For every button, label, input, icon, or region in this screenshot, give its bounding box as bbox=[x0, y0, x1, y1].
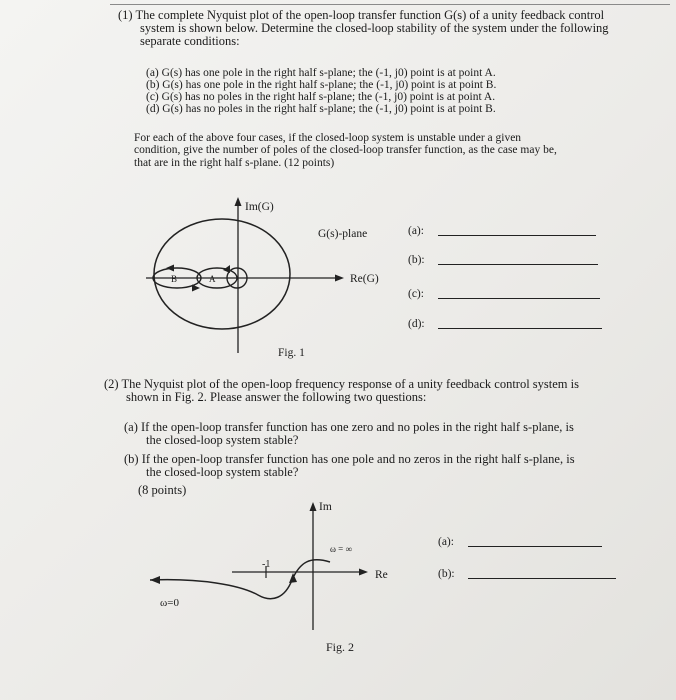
fig2-curve-mid-arrow bbox=[289, 573, 297, 583]
q2-part-b-line-2: the closed-loop system stable? bbox=[146, 465, 299, 479]
fig1-point-b: B bbox=[171, 274, 178, 284]
fig1-point-a: A bbox=[209, 274, 216, 284]
q1-answer-a-label: (a): bbox=[408, 225, 424, 237]
q1-answer-d-label: (d): bbox=[408, 318, 425, 330]
fig2-omega-zero: ω=0 bbox=[160, 597, 179, 609]
q1-case-b: (b) G(s) has one pole in the right half s-plane; the (-1, j0) point is at point B. bbox=[146, 79, 497, 91]
q2-line-2: shown in Fig. 2. Please answer the following two questions: bbox=[126, 390, 427, 404]
fig2-curve-arrow bbox=[150, 576, 160, 584]
q1-answer-c-label: (c): bbox=[408, 288, 424, 300]
q1-line-1: (1) The complete Nyquist plot of the open-loop transfer function G(s) of a unity feedback control bbox=[118, 8, 605, 22]
fig1-caption: Fig. 1 bbox=[278, 347, 305, 359]
q1-instruction-3: that are in the right half s-plane. (12 points) bbox=[134, 157, 335, 169]
q2-answer-a-label: (a): bbox=[438, 536, 454, 548]
q2-part-a-line-2: the closed-loop system stable? bbox=[146, 433, 299, 447]
q2-line-1: (2) The Nyquist plot of the open-loop frequency response of a unity feedback control system is bbox=[104, 377, 579, 391]
q2-answer-a-blank[interactable] bbox=[468, 546, 602, 547]
q1-case-a: (a) G(s) has one pole in the right half s-plane; the (-1, j0) point is at point A. bbox=[146, 67, 496, 79]
q2-points: (8 points) bbox=[138, 483, 187, 497]
q1-case-c: (c) G(s) has no poles in the right half s-plane; the (-1, j0) point is at point A. bbox=[146, 91, 496, 103]
fig1-im-label: Im(G) bbox=[245, 201, 274, 213]
fig2-omega-inf: ω = ∞ bbox=[330, 544, 352, 554]
fig2-im-label: Im bbox=[319, 501, 332, 513]
q1-line-3: separate conditions: bbox=[140, 34, 240, 48]
q2-part-a-line-1: (a) If the open-loop transfer function has one zero and no poles in the right half s-plane, is bbox=[124, 420, 574, 434]
fig2-caption: Fig. 2 bbox=[326, 640, 355, 654]
q2-part-b-line-1: (b) If the open-loop transfer function has one pole and no zeros in the right half s-plane, is bbox=[124, 452, 575, 466]
q2-answer-b-label: (b): bbox=[438, 568, 455, 580]
fig2-im-arrow bbox=[310, 502, 317, 511]
q1-instruction-1: For each of the above four cases, if the closed-loop system is unstable under a given bbox=[134, 132, 522, 144]
fig2-re-label: Re bbox=[375, 569, 388, 581]
fig2-minus-one-label: -1 bbox=[262, 559, 271, 570]
q1-answer-b-label: (b): bbox=[408, 254, 425, 266]
fig2-re-arrow bbox=[359, 569, 368, 576]
fig1-re-label: Re(G) bbox=[350, 273, 379, 285]
q1-instruction-2: condition, give the number of poles of the closed-loop transfer function, as the case may be, bbox=[134, 144, 557, 156]
q1-case-d: (d) G(s) has no poles in the right half s-plane; the (-1, j0) point is at point B. bbox=[146, 103, 496, 115]
fig1-plane-label: G(s)-plane bbox=[318, 228, 368, 240]
fig2-curve bbox=[150, 560, 330, 599]
q2-answer-b-blank[interactable] bbox=[468, 578, 616, 579]
q1-line-2: system is shown below. Determine the closed-loop stability of the system under the following bbox=[140, 21, 609, 35]
